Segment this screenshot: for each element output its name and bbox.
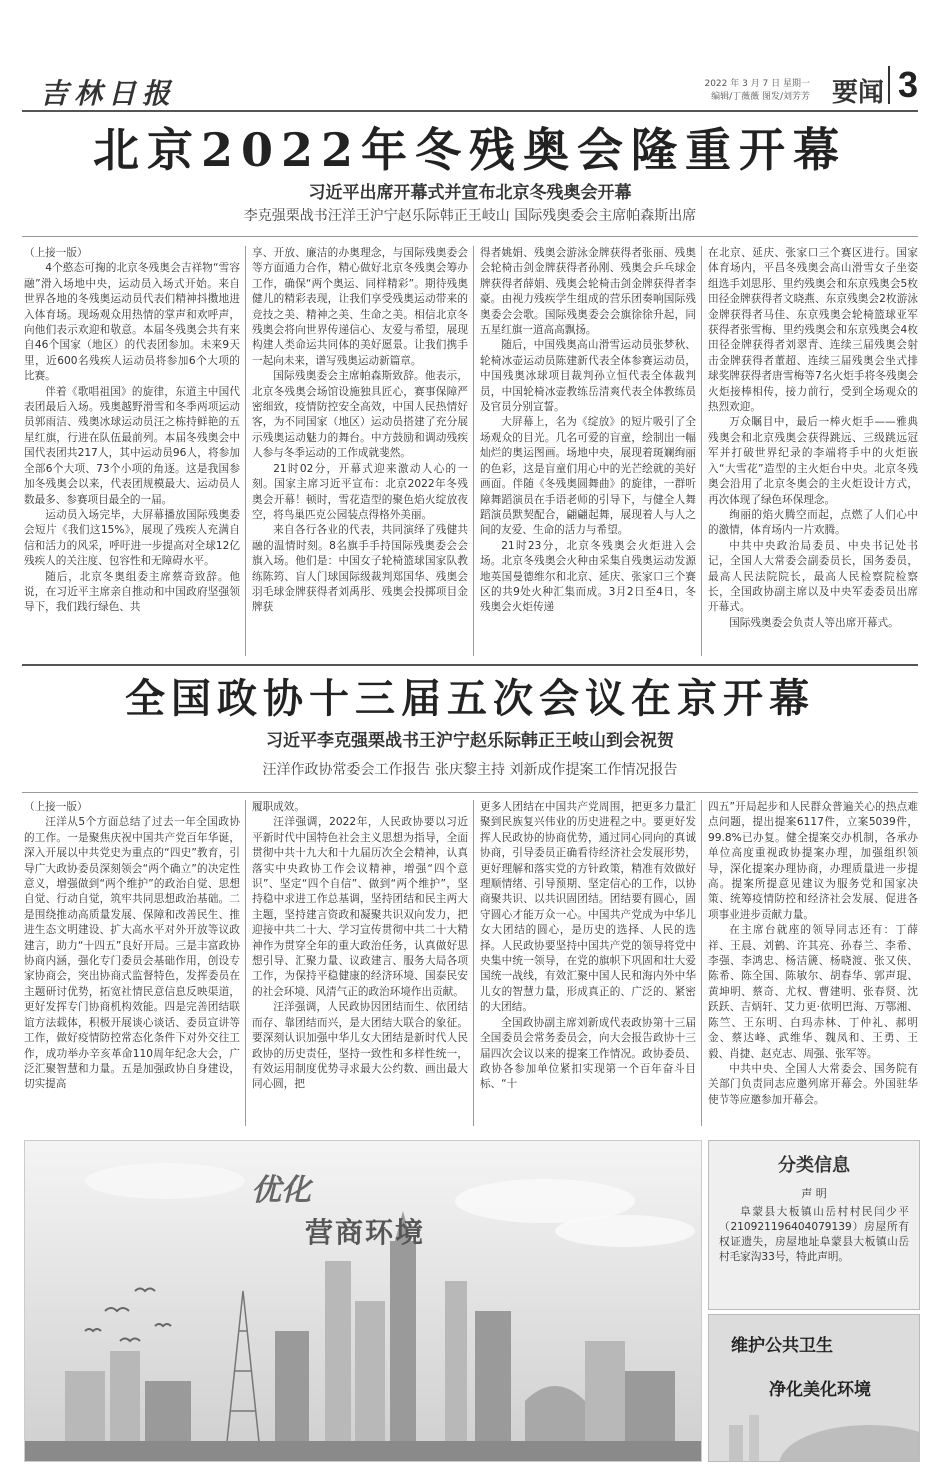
article2-subhead: 习近平李克强栗战书王沪宁赵乐际韩正王岐山到会祝贺 — [266, 731, 674, 751]
editor-credits: 编辑/丁薇薇 图发/刘芳芳 — [711, 92, 810, 102]
article1-headline: 北京2022年冬残奥会隆重开幕 — [92, 123, 848, 177]
classified-subtitle: 声 明 — [801, 1187, 827, 1200]
newspaper-logo: 吉林日报 — [40, 77, 177, 110]
paragraph: 随后，北京冬奥组委主席蔡奇致辞。他说，在习近平主席亲自推动和中国政府坚强领导下，我们践行绿色、共 — [24, 570, 240, 614]
classified-title: 分类信息 — [778, 1155, 850, 1176]
article-divider — [22, 664, 918, 666]
paragraph: （上接一版） — [24, 247, 88, 259]
paragraph: 中共中央政治局委员、中央书记处书记，全国人大常委会副委员长，国务委员，最高人民法院院长，最高人民检察院检察长，全国政协副主席以及中央军委委员出席开幕式。 — [708, 539, 918, 614]
paragraph: 四五”开局起步和人民群众普遍关心的热点难点问题，提出提案6117件，立案5039件，99.8%已办复。健全提案交办机制，各承办单位高度重视政协提案办理，加强组织领导，深化提案办理协商，办理质量进一步提高。提案所提意见建议为服务党和国家决策、统筹疫情防控和经济社会发展、促进各项事业进步贡献力量。 — [708, 801, 918, 921]
article2-column-1 — [24, 800, 240, 1130]
article1-column-1 — [24, 246, 240, 660]
paragraph: 汪洋从5个方面总结了过去一年全国政协的工作。一是聚焦庆祝中国共产党百年华诞，深入开展以中共党史为重点的“四史”教育，引导广大政协委员深刻领会“两个确立”的决定性意义，增强做到“两个维护”的政治自觉、思想自觉、行动自觉，筑牢共同思想政治基础。二是围绕推动高质量发展、保障和改善民生、推进生态文明建设、扩大高水平对外开放等议政建言，助力“十四五”良好开局。三是丰富政协协商内涵，强化专门委员会基础作用，创设专家协商会，突出协商式监督特色，发挥委员在主题研讨优势，拓宽社情民意信息反映渠道，更好发挥专门协商机构效能。四是完善团结联谊方法载体，积极开展谈心谈话、委员宣讲等工作，做好疫情防控常态化条件下对外交往工作，成功举办辛亥革命110周年纪念大会，广泛汇聚智慧和力量。五是加强政协自身建设，切实提高 — [24, 816, 240, 1091]
classified-body: 阜蒙县大板镇山岳村村民闫少平（210921196404079139）房屋所有权证遗失，房屋地址阜蒙县大板镇山岳村毛家沟33号，特此声明。 — [719, 1206, 909, 1263]
paragraph: 汪洋强调，人民政协因团结而生、依团结而存、靠团结而兴，是大团结大联合的象征。要深刻认识加强中华儿女大团结是新时代人民政协的历史责任，坚持一致性和多样性统一，有效运用制度优势寻求最大公约数、画出最大同心圆，把 — [252, 1001, 468, 1091]
paragraph: 中共中央、全国人大常委会、国务院有关部门负责同志应邀列席开幕会。外国驻华使节等应邀参加开幕会。 — [708, 1062, 918, 1106]
paragraph: 来自各行各业的代表，共同演绎了残健共融的温情时刻。8名旗手手持国际残奥委会会旗入场。他们是：中国女子轮椅篮球国家队教练陈筠、盲人门球国际级裁判郑国华、残奥会羽毛球金牌获得者刘禹彤、残奥会投掷项目金牌获 — [252, 524, 468, 614]
psa-line-1: 维护公共卫生 — [731, 1336, 833, 1356]
paragraph: 得者姚娟、残奥会游泳金牌获得者张丽、残奥会轮椅击剑金牌获得者孙刚、残奥会乒乓球金牌获得者薛娟、残奥会轮椅击剑金牌获得者李豪。由视力残疾学生组成的营乐团奏响国际残奥委会会歌。国际残奥委会会旗徐徐升起，同五星红旗一道高高飘扬。 — [480, 247, 696, 337]
article2-headline: 全国政协十三届五次会议在京开幕 — [125, 675, 815, 722]
paragraph: 运动员入场完毕，大屏幕播放国际残奥委会短片《我们这15%》，展现了残疾人充满自信和活力的风采，呼吁进一步提高对全球12亿残疾人的关注度、包容性和无障碍水平。 — [24, 508, 240, 568]
column-separator — [701, 246, 702, 656]
article1-deck: 李克强栗战书汪洋王沪宁赵乐际韩正王岐山 国际残奥委会主席帕森斯出席 — [243, 208, 697, 224]
article2-deck: 汪洋作政协常委会工作报告 张庆黎主持 刘新成作提案工作情况报告 — [262, 762, 678, 778]
paragraph: 在北京、延庆、张家口三个赛区进行。国家体育场内，平昌冬残奥会高山滑雪女子坐姿组选手刘思彤、里约残奥会和东京残奥会5枚田径金牌获得者文晓燕、东京残奥会2枚游泳金牌获得者马佳、东京残奥会轮椅篮球亚军获得者张雪梅、里约残奥会和东京残奥会4枚田径金牌获得者刘翠青、连续三届残奥会射击金牌获得者董超、连续三届残奥会坐式排球奖牌获得者唐雪梅等7名火炬手将冬残奥会火炬接棒相传，接力前行，受到全场观众的热烈欢迎。 — [708, 247, 918, 414]
paragraph: 21时02分，开幕式迎来激动人心的一刻。国家主席习近平宣布：北京2022年冬残奥会开幕！顿时，雪花造型的聚色焰火绽放夜空，将鸟巢匹克公园装点得格外美丽。 — [252, 462, 468, 521]
column-separator — [701, 800, 702, 1126]
article2-rule — [22, 792, 918, 793]
column-separator — [473, 246, 474, 656]
paragraph: 绚丽的焰火腾空而起，点燃了人们心中的激情，体育场内一片欢腾。 — [708, 508, 918, 537]
paragraph: 4个憨态可掬的北京冬残奥会吉祥物“雪容融”滑入场地中央，运动员入场式开始。来自世界各地的冬残奥运动员代表们精神抖擞地进入体育场。现场观众用热情的掌声和欢呼声，向他们表示欢迎和敬意。本届冬残奥会共有来自46个国家（地区）的代表团参加。未来9天里，近600名残疾人运动员将参加6个大项的比赛。 — [24, 262, 240, 383]
article1-column-2 — [252, 246, 468, 660]
paragraph: 更多人团结在中国共产党周围，把更多力量汇聚到民族复兴伟业的历史进程之中。要更好发挥人民政协的协商优势，通过同心同向的真诚协商，引导委员正确看待经济社会发展形势，更好理解和落实党的方针政策，精准有效做好理顺情绪、引导预期、坚定信心的工作，以协商聚共识、以共识固团结。团结要有圆心，固守圆心才能万众一心。中国共产党成为中华儿女大团结的圆心，是历史的选择、人民的选择。人民政协要坚持中国共产党的领导将党中央集中统一领导，在党的旗帜下巩固和壮大爱国统一战线，有效汇聚中国人民和海内外中华儿女的智慧力量，形成真正的、广泛的、紧密的大团结。 — [480, 801, 696, 1014]
business-environment-banner — [24, 1140, 702, 1462]
column-separator — [473, 800, 474, 1126]
issue-date: 2022 年 3 月 7 日 星期一 — [704, 79, 810, 89]
column-separator — [245, 800, 246, 1126]
article1-column-4 — [708, 246, 918, 660]
paragraph: 国际残奥委会主席帕森斯致辞。他表示，北京冬残奥会场馆设施独具匠心，赛事保障严密细致，疫情防控安全高效，中国人民热情好客，为不同国家（地区）运动员搭建了充分展示残奥运动魅力的舞台。中方鼓励和调动残疾人参与冬季运动的工作成就斐然。 — [252, 370, 468, 460]
banner-line-1: 优化 — [251, 1173, 311, 1208]
classified-notice — [708, 1140, 920, 1310]
psa-line-2: 净化美化环境 — [769, 1380, 871, 1400]
masthead-rule — [22, 110, 918, 112]
dateline — [630, 78, 810, 104]
paragraph: 全国政协副主席刘新成代表政协第十三届全国委员会常务委员会，向大会报告政协十三届四次会议以来的提案工作情况。政协委员、政协各参加单位紧扣实现第一个百年奋斗目标、“十 — [480, 1016, 696, 1091]
paragraph: （上接一版） — [24, 801, 88, 813]
paragraph: 国际残奥委会负责人等出席开幕式。 — [729, 616, 899, 629]
paragraph: 万众瞩目中，最后一棒火炬手——雅典残奥会和北京残奥会获得跳远、三级跳远冠军并打破世界纪录的李端将手中的火炬嵌入“大雪花”造型的主火炬台中央。北京冬残奥会沿用了北京冬奥会的主火炬设计方式，再次体现了绿色环保理念。 — [708, 416, 918, 506]
section-label: 要闻 — [831, 78, 884, 108]
article1-column-3 — [480, 246, 696, 660]
paragraph: 21时23分，北京冬残奥会火炬进入会场。北京冬残奥会火种由采集自残奥运动发源地英国曼德维尔和北京、延庆、张家口三个赛区的共9处火种汇集而成。3月2日至4日，冬残奥会火炬传递 — [480, 539, 696, 614]
paragraph: 在主席台就座的领导同志还有：丁薛祥、王晨、刘鹤、许其亮、孙春兰、李希、李强、李鸿忠、杨洁篪、杨晓渡、张又侠、陈希、陈全国、陈敏尔、胡春华、郭声琨、黄坤明、蔡奇、尤权、曹建明、张春贤、沈跃跃、吉炳轩、艾力更·依明巴海、万鄂湘、陈竺、王东明、白玛赤林、丁仲礼、郝明金、蔡达峰、武维华、魏凤和、王勇、王毅、肖捷、赵克志、周强、张军等。 — [708, 924, 918, 1060]
banner-line-2: 营商环境 — [305, 1216, 426, 1249]
city-skyline-illustration — [25, 1141, 701, 1461]
page-number: 3 — [888, 66, 918, 104]
public-health-psa — [708, 1314, 920, 1462]
article2-column-4 — [708, 800, 918, 1130]
column-separator — [245, 246, 246, 656]
paragraph: 享、开放、廉洁的办奥理念，与国际残奥委会等方面通力合作，精心做好北京冬残奥会筹办工作，确保“两个奥运、同样精彩”。期待残奥健儿的精彩表现，让我们享受残奥运动带来的竞技之美、精神之美、生命之美。相信北京冬残奥会将向世界传递信心、友爱与希望，展现构建人类命运共同体的美好愿景。让我们携手一起向未来，谱写残奥运动新篇章。 — [252, 247, 468, 367]
paragraph: 履职成效。 — [252, 801, 305, 813]
article2-column-2 — [252, 800, 468, 1130]
article1-rule — [22, 236, 918, 237]
paragraph: 汪洋强调，2022年，人民政协要以习近平新时代中国特色社会主义思想为指导，全面贯彻中共十九大和十九届历次全会精神，认真落实中央政协工作会议精神，增强“四个意识”、坚定“四个自信”、做到“两个维护”，坚持稳中求进工作总基调，坚持团结和民主两大主题，坚持建言资政和凝聚共识双向发力，把迎接中共二十大、学习宣传贯彻中共二十大精神作为贯穿全年的重大政治任务，认真做好思想引导、汇聚力量、议政建言、服务大局各项工作，为保持平稳健康的经济环境、国泰民安的社会环境、风清气正的政治环境作出贡献。 — [252, 816, 468, 998]
paragraph: 随后，中国残奥高山滑雪运动员张梦秋、轮椅冰壶运动员陈建新代表全体参赛运动员，中国残奥冰球项目裁判孙立恒代表全体裁判员，中国轮椅冰壶教练岳清爽代表全体教练员及官员分别宣誓。 — [480, 339, 696, 414]
paragraph: 大屏幕上，名为《绽放》的短片吸引了全场观众的目光。几名可爱的盲童，绘制出一幅灿烂的奥运图画。场地中央，展现着斑斓绚丽的色彩，这是盲童们用心中的光芒绘就的美好画面。伴随《冬残奥圆舞曲》的旋律，一群听障舞蹈演员在手语老师的引导下，与健全人舞蹈演员默契配合，翩翩起舞，展现着人与人之间的友爱、生命的活力与希望。 — [480, 416, 696, 537]
article1-subhead: 习近平出席开幕式并宣布北京冬残奥会开幕 — [308, 183, 632, 203]
article2-column-3 — [480, 800, 696, 1130]
paragraph: 伴着《歌唱祖国》的旋律，东道主中国代表团最后入场。残奥越野滑雪和冬季两项运动员郭雨洁、残奥冰球运动员汪之栋持鲜艳的五星红旗，行进在队伍最前列。本届冬残奥会中国代表团共217人，其中运动员96人，将参加全部6个大项、73个小项的角逐。这是我国参加冬残奥会以来，代表团规模最大、运动员人数最多、参赛项目最全的一届。 — [24, 385, 240, 506]
